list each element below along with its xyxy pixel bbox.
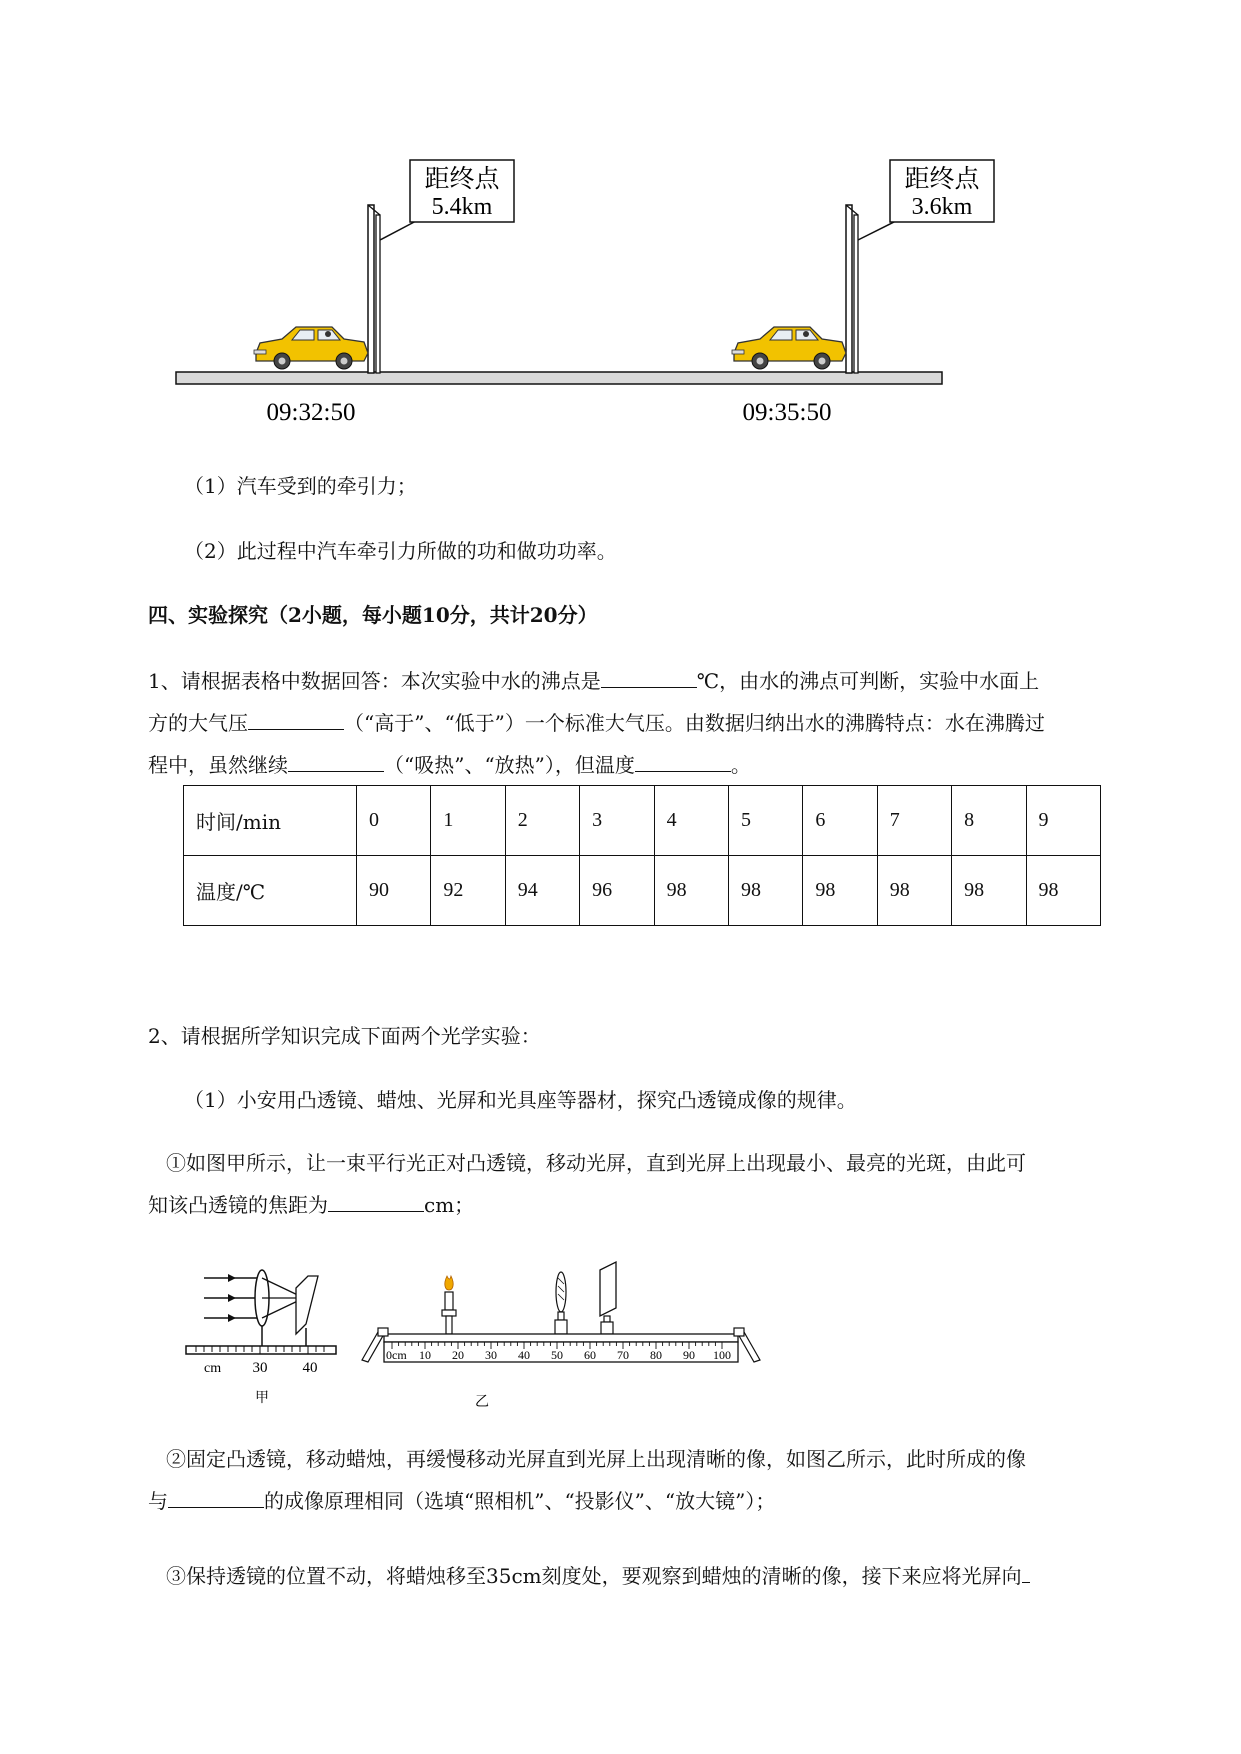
- exp1-question: [148, 660, 1148, 786]
- exp1-line2-b: （“高于”、“低于”）一个标准大气压。由数据归纳出水的沸腾特点：水在沸腾过: [344, 711, 1045, 735]
- section-heading: 四、实验探究（2小题，每小题10分，共计20分）: [148, 603, 598, 627]
- yi-tick-label: 60: [584, 1348, 596, 1362]
- jia-caption: 甲: [255, 1391, 269, 1406]
- road: [176, 372, 942, 384]
- time-cell: 7: [877, 786, 951, 856]
- direction-blank[interactable]: [1022, 1560, 1030, 1583]
- imaging-device-blank[interactable]: [168, 1485, 264, 1508]
- temperature-cell: 98: [952, 856, 1026, 926]
- exp1-line3-b: （“吸热”、“放热”），但温度: [384, 753, 635, 777]
- jia-tick-30: 30: [252, 1360, 268, 1376]
- temperature-cell: 98: [728, 856, 802, 926]
- exp2-step3-text: ③保持透镜的位置不动，将蜡烛移至35cm刻度处，要观察到蜡烛的清晰的像，接下来应将光屏向: [166, 1564, 1022, 1588]
- time-header: 时间/min: [184, 786, 357, 856]
- exp2-step1-a: ①如图甲所示，让一束平行光正对凸透镜，移动光屏，直到光屏上出现最小、最亮的光斑，由此可: [166, 1151, 1026, 1175]
- exp1-line3-a: 程中，虽然继续: [148, 753, 288, 777]
- temperature-cell: 98: [803, 856, 877, 926]
- exp2-step1: [148, 1142, 1148, 1226]
- temperature-cell: 96: [580, 856, 654, 926]
- temperature-cell: 98: [877, 856, 951, 926]
- candle: [442, 1276, 456, 1334]
- left-sign-line2: 5.4km: [431, 194, 493, 220]
- yi-tick-label: 40: [518, 1348, 530, 1362]
- time-cell: 0: [357, 786, 431, 856]
- right-time-label: 09:35:50: [742, 399, 832, 426]
- car-distance-figure: [170, 150, 980, 435]
- exp1-line2-a: 方的大气压: [148, 711, 248, 735]
- boiling-point-blank[interactable]: [601, 665, 697, 688]
- yi-tick-label: 100: [713, 1348, 731, 1362]
- focal-length-blank[interactable]: [328, 1189, 424, 1212]
- yi-tick-label: 20: [452, 1348, 464, 1362]
- yi-tick-label: 50: [551, 1348, 563, 1362]
- jia-tick-40: 40: [302, 1360, 318, 1376]
- bench-rail: [384, 1334, 738, 1342]
- time-cell: 9: [1026, 786, 1100, 856]
- temperature-cell: 98: [654, 856, 728, 926]
- exp2-step2-a: ②固定凸透镜，移动蜡烛，再缓慢移动光屏直到光屏上出现清晰的像，如图乙所示，此时所成的像: [166, 1447, 1026, 1471]
- left-sign-post: [368, 205, 418, 373]
- right-sign-post: [846, 205, 898, 373]
- time-cell: 2: [505, 786, 579, 856]
- right-sign-line2: 3.6km: [911, 194, 973, 220]
- yi-tick-label: 10: [419, 1348, 431, 1362]
- light-screen: [600, 1262, 616, 1334]
- table-row-temperature: [184, 856, 1101, 926]
- temperature-cell: 90: [357, 856, 431, 926]
- boiling-data-table: [183, 785, 1101, 926]
- figure-jia: [182, 1268, 342, 1408]
- temperature-blank[interactable]: [635, 749, 731, 772]
- time-cell: 4: [654, 786, 728, 856]
- yi-tick-label: 0cm: [386, 1348, 407, 1362]
- exp2-step2: [148, 1438, 1148, 1522]
- yi-tick-label: 90: [683, 1348, 695, 1362]
- yi-tick-label: 80: [650, 1348, 662, 1362]
- lens-on-bench: [555, 1272, 567, 1334]
- temperature-cell: 98: [1026, 856, 1100, 926]
- exp1-line1-a: 1、请根据表格中数据回答：本次实验中水的沸点是: [148, 669, 601, 693]
- time-cell: 6: [803, 786, 877, 856]
- temperature-cell: 94: [505, 856, 579, 926]
- jia-unit: cm: [204, 1361, 222, 1376]
- time-cell: 3: [580, 786, 654, 856]
- left-sign-line1: 距终点: [424, 166, 500, 193]
- temperature-header: 温度/℃: [184, 856, 357, 926]
- time-cell: 1: [431, 786, 505, 856]
- q3-item-1: （1）汽车受到的牵引力；: [184, 474, 417, 498]
- exp1-line3-c: 。: [730, 753, 751, 777]
- right-sign-line1: 距终点: [904, 166, 980, 193]
- exp2-part1: （1）小安用凸透镜、蜡烛、光屏和光具座等器材，探究凸透镜成像的规律。: [184, 1088, 857, 1112]
- exp2-step1-c: cm；: [424, 1193, 475, 1217]
- q3-item-2: （2）此过程中汽车牵引力所做的功和做功功率。: [184, 539, 617, 563]
- time-cell: 5: [728, 786, 802, 856]
- heat-blank[interactable]: [288, 749, 384, 772]
- left-car: [254, 327, 368, 369]
- exp1-line1-b: ℃，由水的沸点可判断，实验中水面上: [696, 669, 1040, 693]
- pressure-blank[interactable]: [248, 707, 344, 730]
- time-cell: 8: [952, 786, 1026, 856]
- yi-tick-label: 70: [617, 1348, 629, 1362]
- table-row-time: [184, 786, 1101, 856]
- exp2-intro: 2、请根据所学知识完成下面两个光学实验：: [148, 1024, 541, 1048]
- figure-yi: [362, 1262, 762, 1412]
- exp2-step2-b: 与: [148, 1489, 168, 1513]
- exp2-step1-b: 知该凸透镜的焦距为: [148, 1193, 328, 1217]
- yi-tick-label: 30: [485, 1348, 497, 1362]
- exp2-step2-c: 的成像原理相同（选填“照相机”、“投影仪”、“放大镜”）；: [264, 1489, 776, 1513]
- right-car: [732, 327, 846, 369]
- yi-caption: 乙: [475, 1395, 489, 1410]
- temperature-cell: 92: [431, 856, 505, 926]
- left-time-label: 09:32:50: [266, 399, 356, 426]
- exp2-step3: [166, 1560, 1030, 1590]
